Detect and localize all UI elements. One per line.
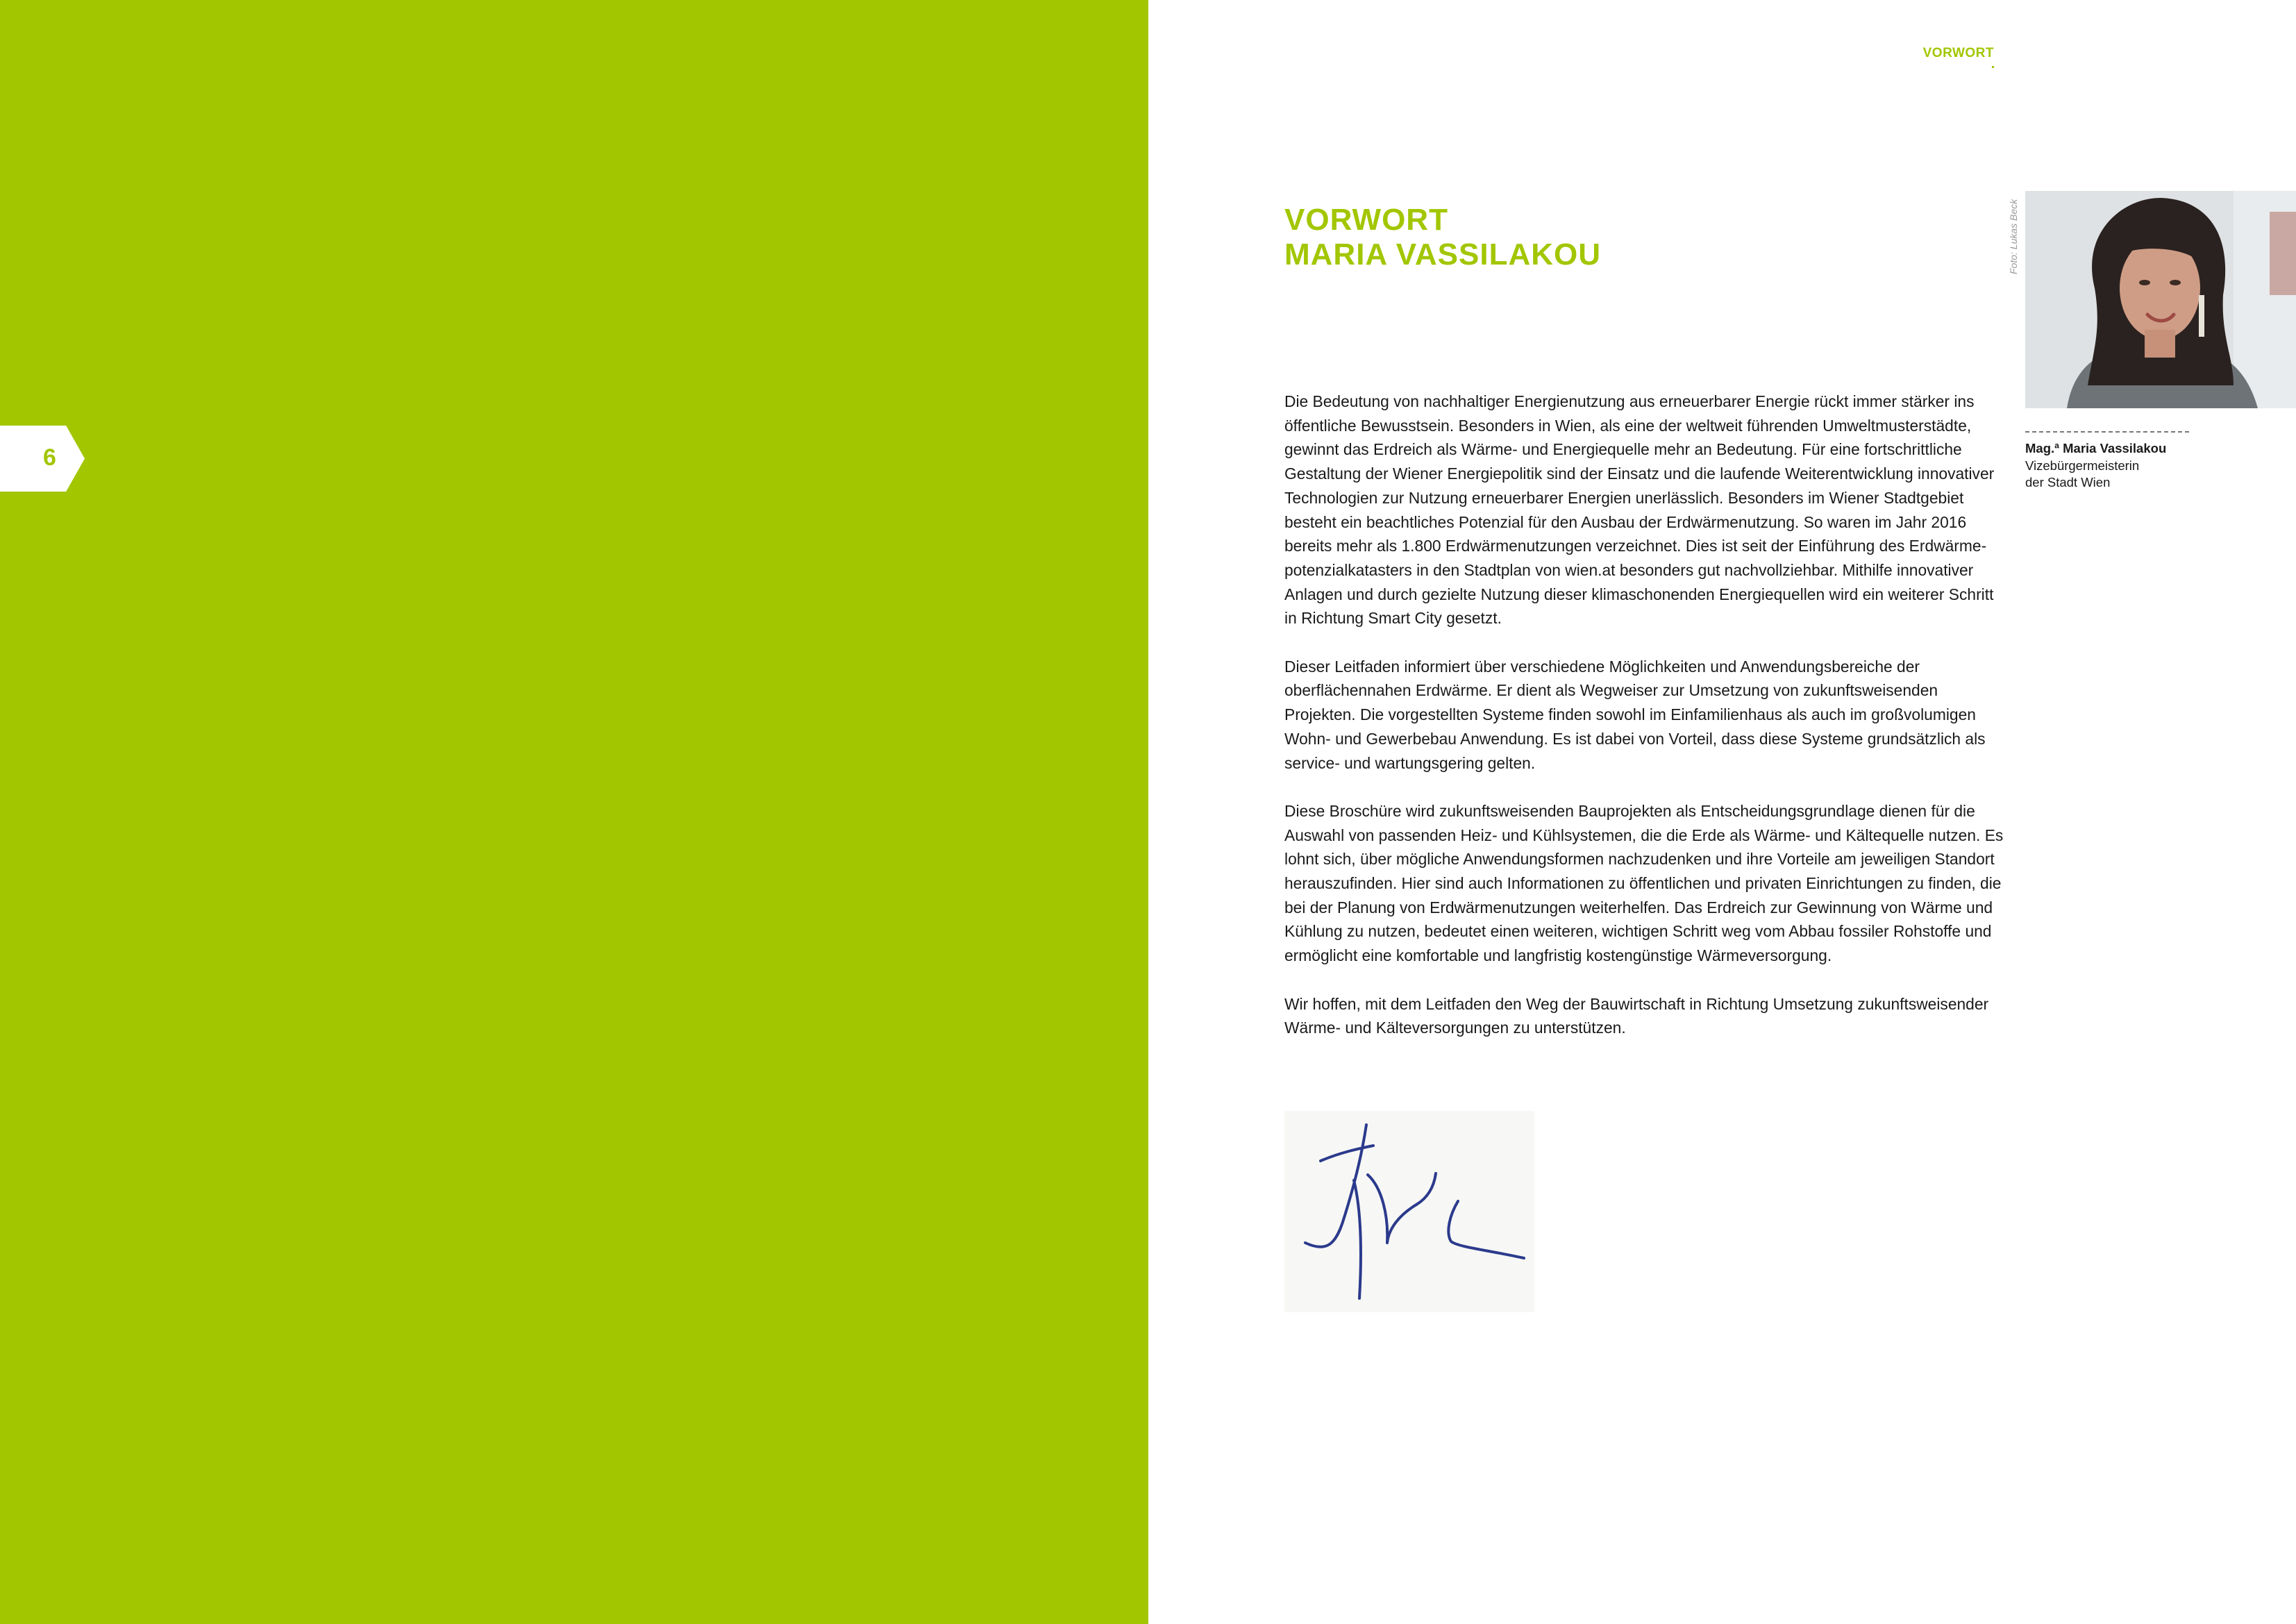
caption-divider bbox=[2025, 431, 2189, 433]
paragraph-3: Diese Broschüre wird zukunftsweisenden Bauprojekten als Entscheidungsgrundlage dienen für die Auswahl von passenden Heiz- und Kühlsystemen, die die Erde als Wärme- und Kältequelle nutzen. Es lohnt sich, über mögliche Anwendungsformen nachzudenken und ihre Vorteile am jeweiligen Standort herauszufinden. Hier sind auch Informationen zu öffentlichen und privaten Einrichtungen zu finden, die bei der Planung von Erdwärmenutzungen weiterhelfen. Das Erdreich zur Gewinnung von Wärme und Kühlung zu nutzen, bedeutet einen weiteren, wichtigen Schritt weg vom Abbau fossiler Rohstoffe und ermöglicht eine komfortable und langfristig kostengünstige Wärmeversorgung. bbox=[1284, 801, 2004, 965]
portrait-photo bbox=[2025, 191, 2296, 408]
signature-image bbox=[1284, 1111, 1534, 1312]
foreword-body bbox=[1284, 390, 2006, 1064]
page-number: 6 bbox=[43, 444, 56, 471]
paragraph-2: Dieser Leitfaden informiert über verschiedene Möglichkeiten und Anwendungsbereiche der oberflächennahen Erdwärme. Er dient als Wegweiser zur Umsetzung von zukunftsweisenden Projekten. Die vorgestellten Systeme finden sowohl im Einfamilienhaus als auch im großvolumigen Wohn- und Gewerbebau Anwendung. Es ist dabei von Vorteil, dass diese Systeme grundsätzlich als service- und wartungsgering gelten. bbox=[1284, 657, 1986, 772]
title-line-1: VORWORT bbox=[1284, 203, 1448, 237]
title-line-2: MARIA VASSILAKOU bbox=[1284, 237, 1601, 271]
photo-credit: Foto: Lukas Beck bbox=[2008, 199, 2019, 274]
paragraph-4: Wir hoffen, mit dem Leitfaden den Weg der Bauwirtschaft in Richtung Umsetzung zukunftsweisender Wärme- und Kälteversorgungen zu unterstützen. bbox=[1284, 994, 1989, 1037]
paragraph-1: Die Bedeutung von nachhaltiger Energienutzung aus erneuerbarer Energie rückt immer stärker ins öffentliche Bewusstsein. Besonders in Wien, als eine der weltweit führenden Umweltmusterstädte, gewinnt das Erdreich als Wärme- und Energiequelle mehr an Bedeutung. Für eine fortschrittliche Gestaltung der Wiener Energiepolitik sind der Einsatz und die laufende Weiterentwicklung innovativer Technologien zur Nutzung erneuerbarer Energien unerlässlich. Besonders im Wiener Stadtgebiet besteht ein beachtliches Potenzial für den Ausbau der Erdwärmenutzung. So waren im Jahr 2016 bereits mehr als 1.800 Erdwärmenutzungen verzeichnet. Dies ist seit der Einführung des Erdwärmepotenzialkatasters in den Stadtplan von wien.at besonders gut nachvollziehbar. Mithilfe innovativer Anlagen und durch gezielte Nutzung dieser klimaschonenden Energiequellen wird ein weiterer Schritt in Richtung Smart City gesetzt. bbox=[1284, 392, 1995, 628]
caption-role-line-1: Vizebürgermeisterin bbox=[2025, 458, 2140, 473]
portrait-caption bbox=[2025, 440, 2254, 492]
running-head-marker bbox=[1992, 66, 1994, 68]
page-title bbox=[1284, 203, 1601, 272]
running-head: VORWORT bbox=[1922, 46, 1994, 60]
caption-name: Mag.ª Maria Vassilakou bbox=[2025, 441, 2167, 455]
caption-role-line-2: der Stadt Wien bbox=[2025, 475, 2111, 489]
